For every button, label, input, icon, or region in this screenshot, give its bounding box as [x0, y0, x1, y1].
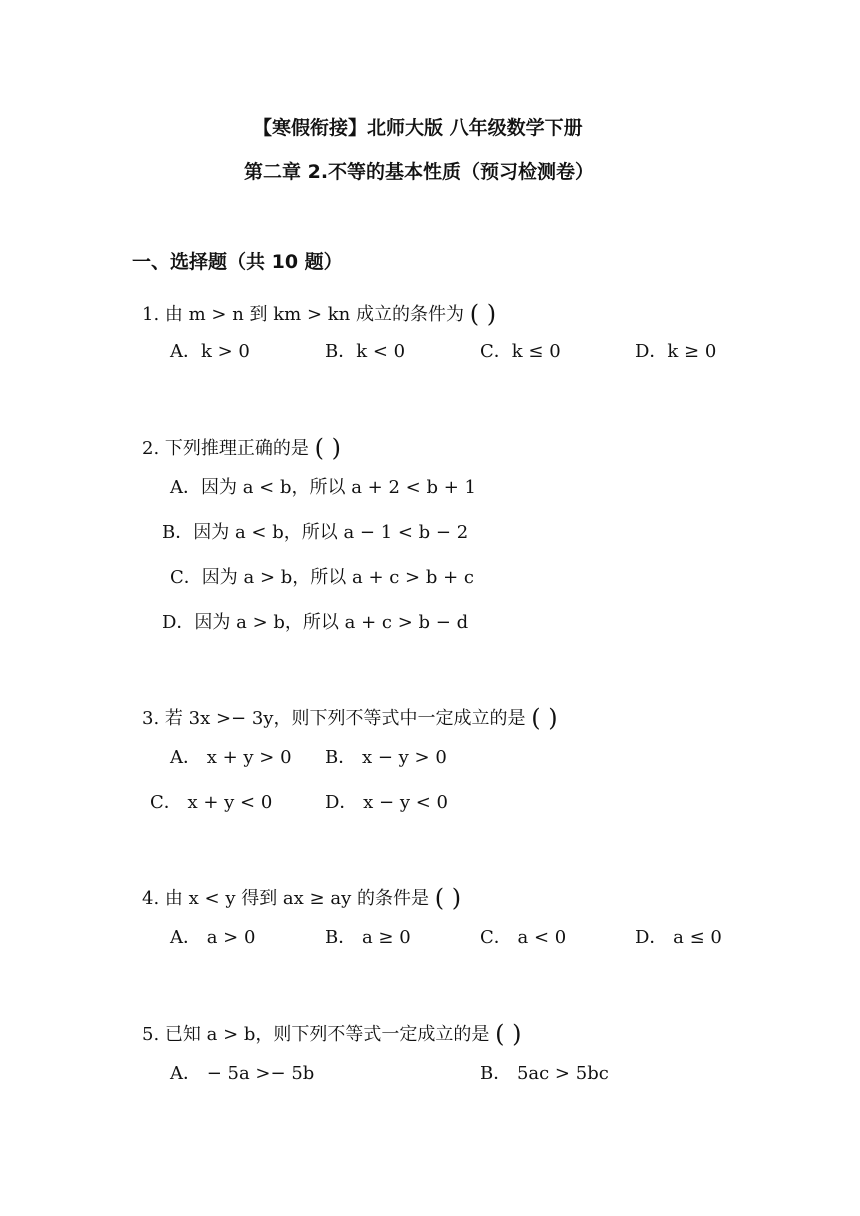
- option-c: C． x + y < 0: [150, 792, 273, 813]
- question-stem: 由 m > n 到 km > kn 成立的条件为: [164, 304, 464, 325]
- answer-blank: ( ): [314, 434, 342, 462]
- option-c: C．因为 a > b，所以 a + c > b + c: [170, 567, 474, 588]
- document-title: 【寒假衔接】北师大版 八年级数学下册: [253, 117, 583, 139]
- question-number: 2.: [142, 438, 160, 459]
- option-a: A． − 5a >− 5b: [170, 1063, 315, 1084]
- question-2: [142, 434, 342, 462]
- question-3: [142, 704, 558, 732]
- option-a: A．k > 0: [170, 341, 250, 362]
- option-d: D．因为 a > b，所以 a + c > b − d: [162, 612, 469, 633]
- option-a: A．因为 a < b，所以 a + 2 < b + 1: [170, 477, 476, 498]
- question-stem: 已知 a > b，则下列不等式一定成立的是: [164, 1024, 490, 1045]
- option-b: B．k < 0: [325, 341, 406, 362]
- option-c: C． a < 0: [480, 927, 567, 948]
- option-c: C．k ≤ 0: [480, 341, 561, 362]
- answer-blank: ( ): [531, 704, 558, 732]
- question-1: [142, 300, 497, 328]
- question-5: [142, 1020, 522, 1048]
- document-subtitle: 第二章 2.不等的基本性质（预习检测卷）: [244, 161, 595, 183]
- option-b: B． x − y > 0: [325, 747, 447, 768]
- option-d: D．k ≥ 0: [635, 341, 717, 362]
- option-b: B． 5ac > 5bc: [480, 1063, 609, 1084]
- question-number: 3.: [142, 708, 160, 729]
- answer-blank: ( ): [434, 884, 462, 912]
- question-stem: 若 3x >− 3y，则下列不等式中一定成立的是: [164, 708, 526, 729]
- option-b: B． a ≥ 0: [325, 927, 411, 948]
- option-a: A． a > 0: [170, 927, 256, 948]
- question-number: 5.: [142, 1024, 160, 1045]
- option-b: B．因为 a < b，所以 a − 1 < b − 2: [162, 522, 469, 543]
- answer-blank: ( ): [495, 1020, 522, 1048]
- question-stem: 下列推理正确的是: [164, 438, 309, 459]
- question-4: [142, 884, 462, 912]
- question-stem: 由 x < y 得到 ax ≥ ay 的条件是: [164, 888, 429, 909]
- option-a: A． x + y > 0: [170, 747, 292, 768]
- question-number: 1.: [142, 304, 160, 325]
- question-number: 4.: [142, 888, 160, 909]
- section-heading: 一、选择题（共 10 题）: [132, 251, 343, 273]
- option-d: D． a ≤ 0: [635, 927, 722, 948]
- option-d: D． x − y < 0: [325, 792, 448, 813]
- answer-blank: ( ): [469, 300, 497, 328]
